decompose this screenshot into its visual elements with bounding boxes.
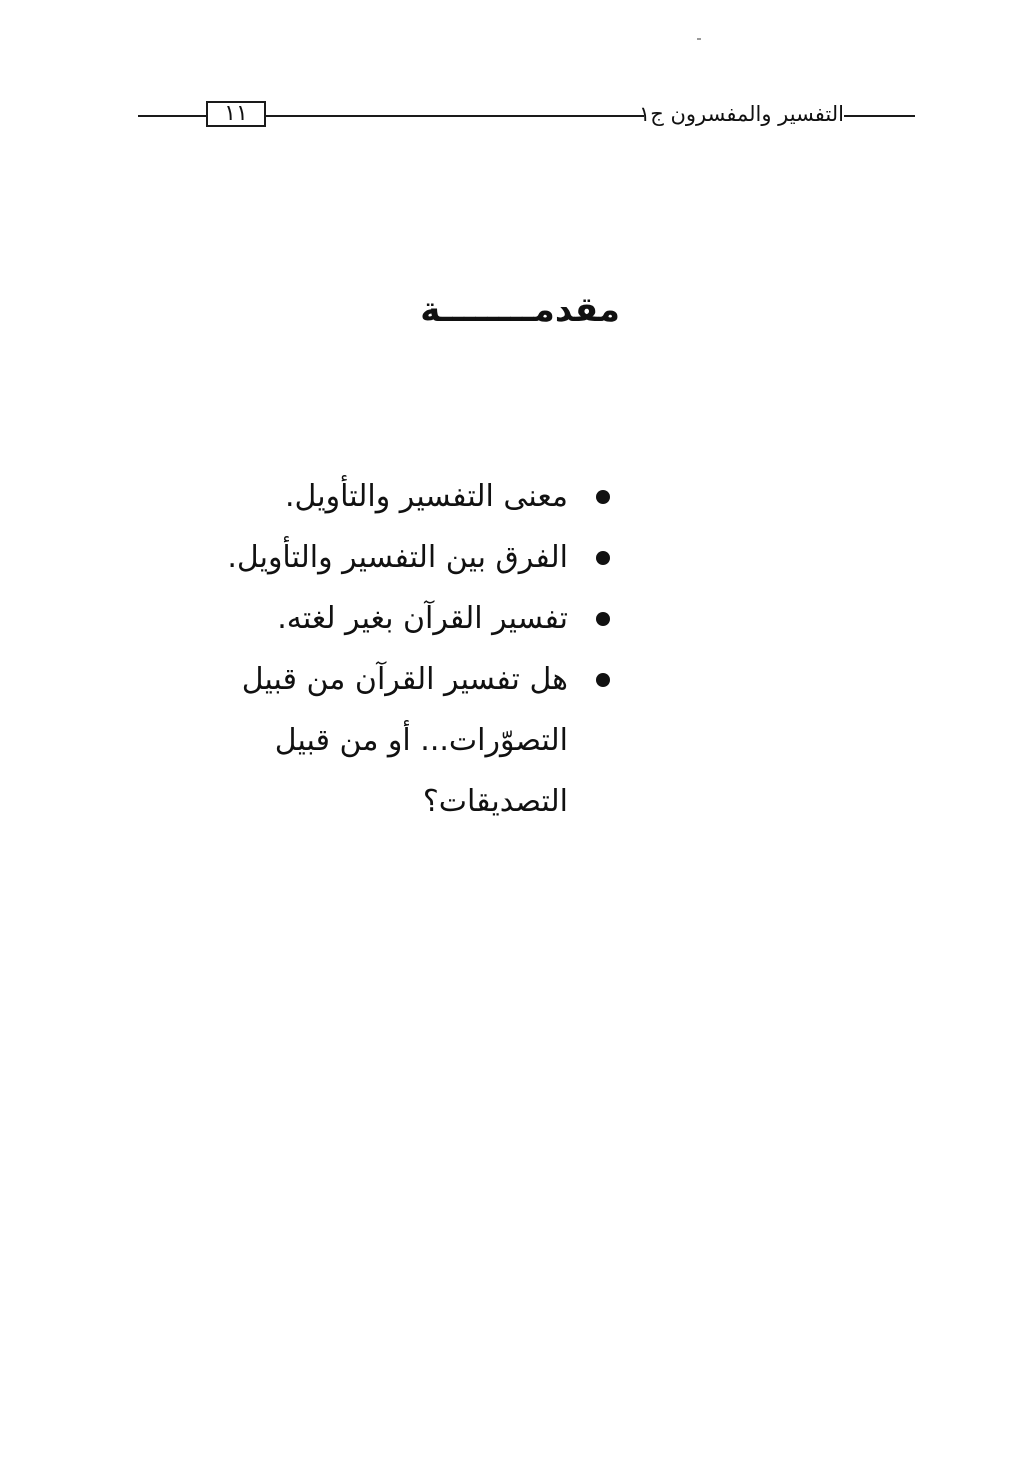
running-header bbox=[138, 98, 915, 130]
topic-item bbox=[200, 527, 612, 588]
header-rule-left bbox=[138, 115, 206, 117]
topic-text: هل تفسير القرآن من قبيل bbox=[241, 662, 568, 697]
topic-text: تفسير القرآن بغير لغته. bbox=[277, 601, 568, 636]
scan-speck bbox=[697, 38, 701, 40]
bullet-icon bbox=[596, 490, 610, 504]
topic-text: الفرق بين التفسير والتأويل. bbox=[227, 540, 568, 575]
topic-item bbox=[200, 649, 612, 832]
topic-text-continued: التصديقات؟ bbox=[422, 784, 568, 819]
page-number: ١١ bbox=[206, 101, 266, 127]
topic-list bbox=[200, 466, 612, 832]
section-title: مقدمــــــــة bbox=[420, 290, 620, 330]
bullet-icon bbox=[596, 551, 610, 565]
topic-text: معنى التفسير والتأويل. bbox=[285, 479, 568, 514]
topic-text-continued: التصوّرات... أو من قبيل bbox=[274, 723, 568, 758]
bullet-icon bbox=[596, 673, 610, 687]
topic-item bbox=[200, 588, 612, 649]
running-title: التفسير والمفسرون ج١ bbox=[638, 102, 844, 126]
topic-item bbox=[200, 466, 612, 527]
header-rule-middle bbox=[266, 115, 644, 117]
bullet-icon bbox=[596, 612, 610, 626]
header-rule-right bbox=[844, 115, 915, 117]
